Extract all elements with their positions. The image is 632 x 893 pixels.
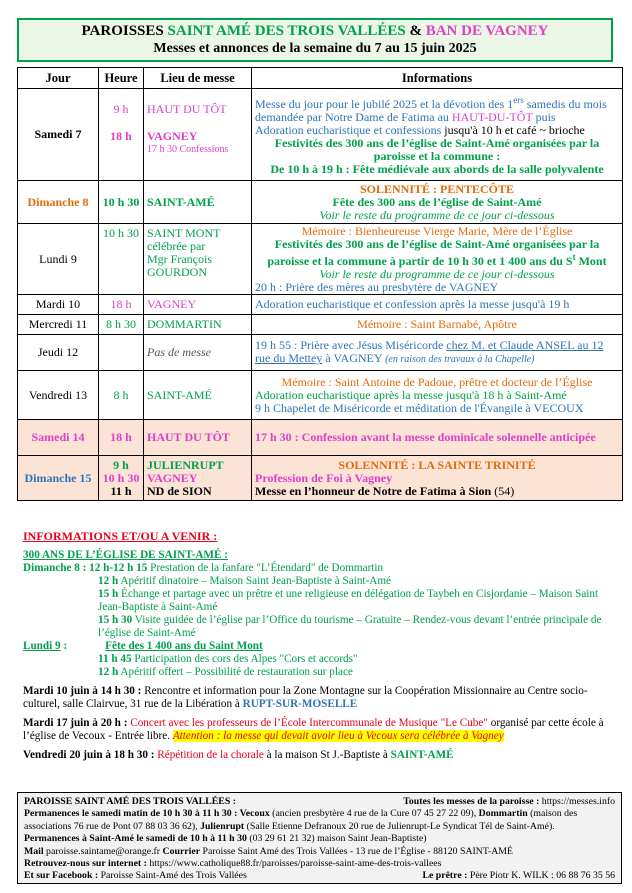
footer-text: Paroisse Saint Amé des Trois Vallées - 13 rue de l’Église - 88120 SAINT-AMÉ [200, 845, 513, 857]
info-cell [252, 456, 623, 501]
announcement-item [23, 749, 623, 762]
day-cell: Mercredi 11 [18, 315, 99, 335]
mass-schedule-table [17, 67, 623, 501]
footer-priest [422, 870, 615, 882]
program-time: 12 h [98, 666, 119, 678]
place-cell: Pas de messe [144, 335, 252, 371]
program-time: 12 h [98, 575, 119, 587]
col-header-hour: Heure [99, 68, 144, 89]
table-row [18, 224, 623, 295]
info-line [255, 124, 619, 137]
program-line [23, 562, 623, 575]
info-cell [252, 335, 623, 371]
hour-cell: 8 h [99, 371, 144, 420]
info-line: 20 h : Prière des mères au presbytère de VAGNEY [255, 279, 499, 294]
table-row [18, 371, 623, 420]
footer-line [24, 796, 615, 808]
hour-value: 9 h [113, 457, 129, 472]
info-sup: ers [513, 94, 524, 105]
place-value: HAUT DU TÔT [147, 101, 227, 116]
table-row [18, 335, 623, 371]
info-place: HAUT-DU-TÔT [451, 109, 533, 124]
footer-messes-info [403, 796, 615, 808]
hour-cell [99, 89, 144, 181]
info-line: SOLENNITÉ : PENTECÔTE [359, 181, 515, 196]
footer-text: (03 29 61 21 32) maison Saint Jean-Baptiste) [246, 833, 427, 845]
info-line: Fête des 300 ans de l’église de Saint-Amé [332, 194, 542, 209]
footer-line [24, 833, 615, 845]
footer-place: Vecoux [237, 808, 270, 820]
footer-label: Permanences à Saint-Amé le samedi de 10 h à 11 h 30 [24, 833, 247, 845]
program-time: 15 h [98, 588, 119, 600]
announcement-place: RUPT-SUR-MOSELLE [242, 698, 358, 710]
hour-cell [99, 456, 144, 501]
hour-value: 11 h [110, 483, 132, 498]
footer-box [17, 792, 622, 884]
info-text: samedis du mois demandée par Notre Dame de Fatima au [255, 96, 607, 124]
info-cell: Mémoire : Saint Barnabé, Apôtre [252, 315, 623, 335]
day-cell: Lundi 9 [18, 224, 99, 295]
info-line: Voir le reste du programme de ce jour ci-dessous [319, 266, 555, 281]
announcement-place: SAINT-AMÉ [390, 749, 454, 761]
footer-label: Mail [24, 845, 44, 857]
info-text: Messe en l’honneur de Notre de Fatima à Sion [255, 483, 492, 498]
place-value: Mgr François [147, 252, 212, 266]
announcement-text: organisé par cette école à l’église de Vecoux - Entrée libre. [23, 717, 604, 742]
footer-title: PAROISSE SAINT AMÉ DES TROIS VALLÉES : [24, 796, 236, 807]
program-line [23, 614, 623, 640]
header-subtitle: Messes et annonces de la semaine du 7 au 15 juin 2025 [153, 41, 477, 56]
info-line: Profession de Foi à Vagney [255, 470, 393, 485]
day-cell: Samedi 7 [18, 89, 99, 181]
place-note: 17 h 30 Confessions [147, 143, 229, 155]
day-cell: Jeudi 12 [18, 335, 99, 371]
place-value: ND de SION [147, 483, 212, 498]
footer-place: Julienrupt [200, 820, 245, 832]
info-line: De 10 h à 19 h : Fête médiévale aux abords de la salle polyvalente [270, 161, 604, 176]
program-text: Échange et partage avec un prêtre et une religieuse en délégation de Taybeh en Cisjordanie – Maison Saint Jean-Baptiste à Saint-Amé [98, 588, 599, 613]
info-cell [252, 89, 623, 181]
announcement-date: Vendredi 20 juin à 18 h 30 : [23, 749, 155, 761]
program-text: Fête des 1 400 ans du Saint Mont [105, 640, 263, 652]
info-line: Mémoire : Saint Antoine de Padoue, prêtre et docteur de l’Église [281, 374, 593, 389]
footer-place: Dommartin [478, 808, 528, 820]
program-text: Apéritif dinatoire – Maison Saint Jean-Baptiste à Saint-Amé [118, 575, 392, 587]
announcement-text: Concert avec les professeurs de l’École Intercommunale de Musique "Le Cube" [127, 717, 488, 729]
info-text: à VAGNEY [322, 351, 386, 365]
day-cell: Vendredi 13 [18, 371, 99, 420]
hour-cell: 10 h 30 [99, 181, 144, 224]
place-value: VAGNEY [147, 128, 198, 143]
footer-link[interactable]: Paroisse Saint-Amé des Trois Vallées [98, 870, 247, 882]
ban-name: BAN DE VAGNEY [425, 23, 549, 39]
info-cell [252, 371, 623, 420]
footer-line [24, 846, 615, 858]
header-title-part: PAROISSES [81, 23, 168, 39]
place-cell [144, 224, 252, 295]
footer-text: Père Piotr K. WILK : 06 88 76 35 56 [467, 870, 615, 882]
info-text: (54) [491, 483, 515, 498]
info-note: (en raison des travaux à la Chapelle) [385, 354, 535, 365]
footer-label: Retrouvez-nous sur internet : [24, 858, 147, 870]
footer-label: Toutes les messes de la paroisse : [403, 796, 540, 807]
info-cell [252, 224, 623, 295]
info-line: Voir le reste du programme de ce jour ci-dessous [319, 207, 555, 222]
info-line: 9 h Chapelet de Miséricorde et méditation de l'Évangile à VECOUX [255, 400, 584, 415]
announcement-text: à la maison St J.-Baptiste à [263, 749, 391, 761]
announcements [23, 530, 623, 762]
program-line [23, 640, 623, 653]
anniversary-subtitle: 300 ANS DE L’ÉGLISE DE SAINT-AMÉ : [23, 549, 228, 561]
info-line: Mémoire : Bienheureuse Vierge Marie, Mère de l’Église [301, 223, 573, 238]
hour-value: 9 h [113, 101, 129, 116]
col-header-info: Informations [252, 68, 623, 89]
hour-cell: 18 h [99, 295, 144, 315]
place-cell [144, 456, 252, 501]
place-value: JULIENRUPT [147, 457, 224, 472]
program-line [23, 575, 623, 588]
program-text: Apéritif offert – Possibilité de restauration sur place [118, 666, 353, 678]
info-text: jusqu'à 10 h et café ~ brioche [441, 122, 585, 137]
info-text: Messe du jour pour le jubilé 2025 et la dévotion des 1 [255, 96, 514, 111]
header-box [17, 18, 613, 62]
program-label: Lundi 9 [23, 640, 61, 652]
announcement-date: Mardi 10 juin à 14 h 30 : [23, 685, 142, 697]
table-row [18, 456, 623, 501]
day-cell: Dimanche 8 [18, 181, 99, 224]
program-time: 11 h 45 [98, 653, 132, 665]
info-line: SOLENNITÉ : LA SAINTE TRINITÉ [338, 457, 536, 472]
hour-value: 18 h [110, 128, 132, 143]
place-cell: SAINT-AMÉ [144, 181, 252, 224]
place-value: SAINT MONT [147, 226, 221, 240]
program-line [23, 588, 623, 614]
place-value: VAGNEY [147, 470, 198, 485]
info-line [255, 485, 619, 498]
footer-line [24, 870, 615, 882]
table-header-row [18, 68, 623, 89]
info-text: Festivités des 300 ans de l’église de Saint-Amé organisées par la paroisse et la commune à partir de 10 h 30 et 1 400 ans du S [267, 236, 600, 268]
program-label: Dimanche 8 : 12 h-12 h 15 [23, 562, 148, 574]
footer-text: (ancien presbytère 4 rue de la Cure 07 45 27 22 09), [269, 808, 479, 820]
footer-label: Le prêtre : [422, 870, 468, 882]
info-line [255, 94, 619, 124]
hour-cell: 10 h 30 [99, 224, 144, 295]
place-cell: SAINT-AMÉ [144, 371, 252, 420]
table-row [18, 420, 623, 456]
footer-link[interactable]: https://www.catholique88.fr/paroisses/paroisse-saint-ame-des-trois-vallees [146, 858, 442, 870]
place-cell: HAUT DU TÔT [144, 420, 252, 456]
footer-line [24, 858, 615, 870]
hour-cell: 8 h 30 [99, 315, 144, 335]
place-value: célébrée par [147, 239, 206, 253]
program-time: 15 h 30 [98, 614, 133, 626]
place-cell: DOMMARTIN [144, 315, 252, 335]
announcement-item [23, 717, 623, 743]
table-row [18, 89, 623, 181]
announcement-text: Rencontre et information pour la Zone Montagne sur la Coopération Missionnaire au Centre socio-culturel, salle Clairvue, 31 rue de la Libération à [23, 685, 588, 710]
place-cell [144, 89, 252, 181]
info-line [255, 238, 619, 268]
day-cell: Samedi 14 [18, 420, 99, 456]
footer-label: Permanences le samedi matin de 10 h 30 à 11 h 30 : [24, 808, 238, 820]
announcement-text: Répétition de la chorale [154, 749, 264, 761]
program-line [23, 653, 623, 666]
program-line [23, 666, 623, 679]
day-cell: Dimanche 15 [18, 456, 99, 501]
hour-value: 10 h 30 [102, 470, 140, 485]
col-header-day: Jour [18, 68, 99, 89]
footer-label: Courrier [162, 845, 201, 857]
hour-cell: 18 h [99, 420, 144, 456]
info-sup: t [572, 251, 576, 262]
info-address: chez M. et Claude ANSEL au 12 rue du Mettey [255, 338, 604, 365]
hour-cell [99, 335, 144, 371]
announcement-warning: Attention : la messe qui devait avoir lieu à Vecoux sera célébrée à Vagney [172, 730, 504, 742]
day-cell: Mardi 10 [18, 295, 99, 315]
footer-line [24, 808, 615, 833]
info-cell: Adoration eucharistique et confession après la messe jusqu'à 19 h [252, 295, 623, 315]
header-title [19, 22, 611, 40]
table-row [18, 295, 623, 315]
footer-label: Et sur Facebook : [24, 870, 99, 882]
footer-email[interactable]: paroisse.saintame@orange.fr [43, 845, 163, 857]
announcements-title: INFORMATIONS ET/OU A VENIR : [23, 529, 218, 543]
info-cell: 17 h 30 : Confession avant la messe dominicale solennelle anticipée [252, 420, 623, 456]
info-line: Festivités des 300 ans de l’église de Saint-Amé organisées par la paroisse et la commune : [274, 135, 600, 163]
table-row [18, 315, 623, 335]
footer-link[interactable]: https://messes.info [539, 796, 615, 807]
place-cell: VAGNEY [144, 295, 252, 315]
program-text: Participation des cors des Alpes "Cors et accords" [131, 653, 358, 665]
program-label: : [60, 640, 68, 652]
footer-text: (Salle Etienne Defranoux 20 rue de Julienrupt-Le Syndicat Tél de Saint-Amé). [244, 820, 555, 832]
col-header-place: Lieu de messe [144, 68, 252, 89]
announcement-date: Mardi 17 juin à 20 h : [23, 717, 128, 729]
info-line: Adoration eucharistique après la messe jusqu'à 18 h à Saint-Amé [255, 387, 567, 402]
table-row [18, 181, 623, 224]
info-text: 19 h 55 : Prière avec Jésus Miséricorde [255, 338, 447, 352]
program-text: Visite guidée de l’église par l’Office du tourisme – Gratuite – Rendez-vous devant l’entrée principale de l’église de Saint-Amé [98, 614, 602, 639]
header-title-part: & [405, 23, 426, 39]
info-text: puis [532, 109, 556, 124]
announcement-item [23, 685, 623, 711]
info-text: Adoration eucharistique et confessions [255, 122, 442, 137]
parish-name: SAINT AMÉ DES TROIS VALLÉES [167, 23, 406, 39]
info-cell [252, 181, 623, 224]
footer-text: (maison des associations 76 rue de Pont 07 88 03 36 62), [24, 808, 578, 832]
place-value: GOURDON [147, 265, 207, 279]
info-text: Mont [575, 253, 607, 268]
program-text: Prestation de la fanfare "L’Étendard" de Dommartin [147, 562, 384, 574]
